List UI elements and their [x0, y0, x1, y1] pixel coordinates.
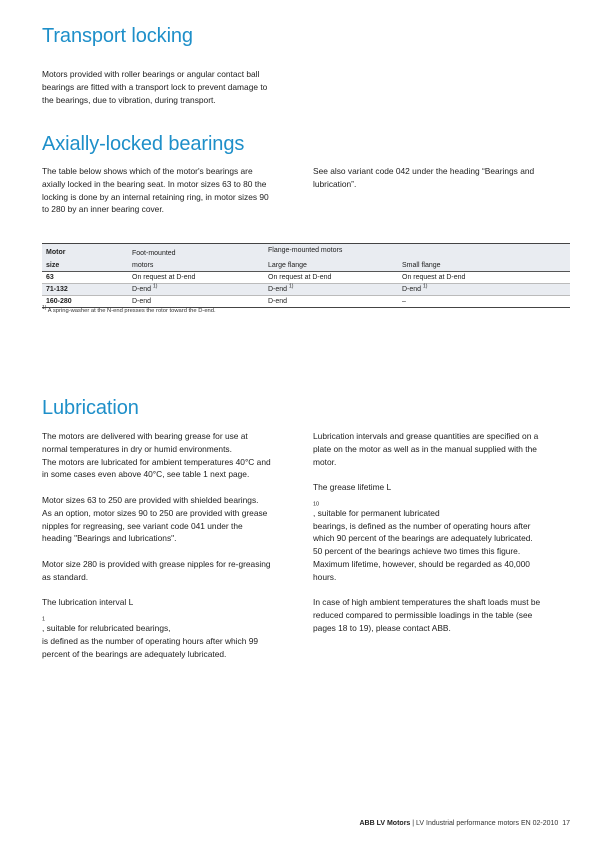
section-title-axially-locked-bearings: Axially-locked bearings — [42, 133, 245, 155]
lubrication-column-right: Lubrication intervals and grease quantities are specified on a plate on the motor as well as in the manual supplied with the motor. The grease lifetime L $_{10}$ , suitable for permanent lubricated bearings, is defined as the number of operating hours after which 90 percent of the bearings are adequately lubricated. 50 percent of the bearings achieve two times this figure. Maximum lifetime, however, should be regarded as 40,000 hours. In case of high ambient temperatures the shaft loads must be reduced compared to permissible loadings in the table (see pages 18 to 19), please contact ABB. — [313, 431, 541, 633]
section-title-transport-locking: Transport locking — [42, 25, 193, 47]
table-footnote: $^{1)}$ A spring-washer at the N-end presses the rotor toward the D-end. — [42, 305, 216, 314]
cell-small: – — [398, 296, 570, 308]
cell-small: D-end $^{1)}$ — [398, 284, 570, 296]
cell-large: On request at D-end — [264, 272, 398, 284]
footer-text: LV Industrial performance motors EN 02-2010 — [416, 820, 559, 827]
transport-paragraph: Motors provided with roller bearings or angular contact ball bearings are fitted with a transport lock to prevent damage to the bearings, due to vibration, during transport. — [42, 69, 268, 105]
page-footer: ABB LV Motors | LV Industrial performance motors EN 02-2010 17 — [359, 820, 570, 827]
footer-brand: ABB LV Motors — [359, 820, 411, 827]
table-subheader-row — [42, 260, 570, 272]
cell-foot: D-end $^{1)}$ — [128, 284, 264, 296]
cell-size: 160-280 — [42, 296, 128, 308]
section-title-lubrication: Lubrication — [42, 397, 139, 419]
bearing-lock-table — [42, 244, 570, 308]
table-row — [42, 296, 570, 308]
page-number: 17 — [562, 820, 570, 827]
header-motor: Motor — [42, 244, 128, 260]
header-foot-mounted: Foot-mounted — [128, 244, 264, 260]
table-header-row — [42, 244, 570, 260]
axial-paragraph-left: The table below shows which of the motor's bearings are axially locked in the bearing seat. In motor sizes 63 to 80 the locking is done by an internal retaining ring, in motor sizes 90 to 280 by an inner bearing cover. — [42, 166, 269, 215]
header-small-flange: Small flange — [398, 260, 570, 272]
header-size: size — [42, 260, 128, 272]
table-row — [42, 284, 570, 296]
cell-size: 63 — [42, 272, 128, 284]
cell-size: 71-132 — [42, 284, 128, 296]
cell-large: D-end — [264, 296, 398, 308]
cell-small: On request at D-end — [398, 272, 570, 284]
header-large-flange: Large flange — [264, 260, 398, 272]
header-flange-mounted: Flange-mounted motors — [264, 244, 570, 260]
header-motors: motors — [128, 260, 264, 272]
axial-paragraph-right: See also variant code 042 under the heading “Bearings and lubrication”. — [313, 166, 535, 189]
cell-foot: D-end — [128, 296, 264, 308]
table-row — [42, 272, 570, 284]
lubrication-column-left: The motors are delivered with bearing grease for use at normal temperatures in dry or humid environments. The motors are lubricated for ambient temperatures 40°C and in some cases even above 40°C, see table 1 next page. Motor sizes 63 to 250 are provided with shielded bearings. As an option, motor sizes 90 to 250 are provided with grease nipples for regreasing, see variant code 041 under the heading "Bearings and lubrications". Motor size 280 is provided with grease nipples for re-greasing as standard. The lubrication interval L $_1$ , suitable for relubricated bearings, is defined as the number of operating hours after which 99 percent of the bearings are adequately lubricated. — [42, 431, 271, 659]
cell-large: D-end $^{1)}$ — [264, 284, 398, 296]
cell-foot: On request at D-end — [128, 272, 264, 284]
